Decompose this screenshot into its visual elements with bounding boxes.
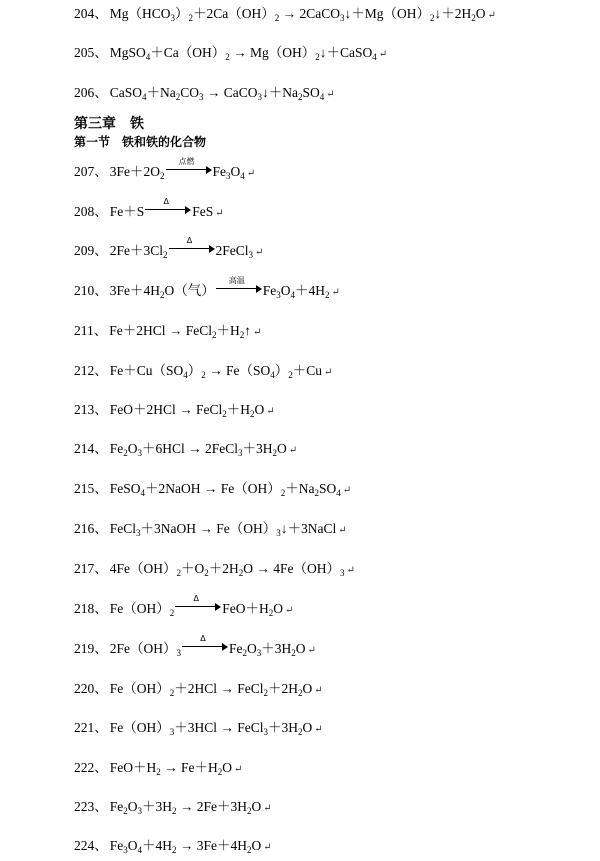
subscript: 2 — [291, 648, 296, 658]
subscript: 2 — [169, 688, 175, 698]
subscript: 2 — [430, 13, 435, 23]
formula-text: Fe＋Cu（SO — [109, 363, 184, 378]
subscript: 4 — [319, 92, 325, 102]
formula-text: O — [273, 601, 283, 616]
formula-text: O — [280, 283, 291, 298]
subscript: 3 — [257, 92, 263, 102]
reaction-arrow — [216, 276, 262, 293]
formula-text: Fe（OH） — [109, 681, 170, 696]
paragraph-mark-icon: ↵ — [215, 208, 224, 219]
formula-text: ＋Cu — [292, 363, 323, 378]
equation-number: 223、 — [74, 799, 108, 814]
formula-text: Fe — [109, 838, 124, 853]
subscript: 3 — [256, 648, 262, 658]
paragraph-mark-icon: ↵ — [338, 525, 347, 536]
formula-text: ＋4H — [142, 838, 172, 853]
reaction-arrow — [145, 197, 191, 214]
equation-line — [74, 760, 242, 778]
subscript: 3 — [276, 528, 281, 538]
arrow-head-icon — [185, 206, 191, 214]
paragraph-mark-icon: ↵ — [314, 724, 323, 735]
subscript: 2 — [315, 52, 320, 62]
reaction-condition: 点燃 — [178, 157, 195, 166]
paragraph-mark-icon: ↵ — [263, 803, 272, 814]
formula-text: ＋2H — [268, 681, 299, 696]
formula-text: ↑ — [244, 323, 252, 338]
formula-text: → Mg（OH） — [229, 45, 316, 60]
subscript: 2 — [250, 409, 255, 419]
equation-number: 213、 — [74, 402, 108, 417]
arrow-head-icon — [206, 166, 212, 174]
formula-text: O — [295, 641, 306, 656]
formula-text: 2Fe＋3Cl — [109, 243, 164, 258]
reaction-arrow — [169, 236, 215, 253]
formula-text: FeO＋H — [222, 601, 269, 616]
subscript: 2 — [242, 648, 247, 658]
subscript: 3 — [248, 250, 254, 260]
equation-line — [74, 363, 332, 381]
subscript: 3 — [170, 13, 176, 23]
formula-text: Fe — [229, 641, 243, 656]
reaction-arrow — [182, 634, 228, 651]
reaction-condition: Δ — [163, 197, 169, 206]
subscript: 2 — [160, 290, 165, 300]
subscript: 3 — [199, 92, 204, 102]
formula-text: 2Fe（OH） — [109, 641, 177, 656]
equation-number: 208、 — [74, 204, 108, 219]
formula-text: O — [127, 838, 138, 853]
formula-text: ） — [175, 6, 189, 21]
subscript: 3 — [238, 448, 243, 458]
formula-text: → CaCO — [203, 85, 258, 100]
subscript: 3 — [123, 845, 128, 855]
formula-text: O — [127, 799, 138, 814]
arrow-shaft — [216, 288, 257, 289]
formula-text: ＋3H — [268, 720, 299, 735]
formula-text: 3Fe＋2O — [109, 164, 160, 179]
subscript: 2 — [288, 370, 293, 380]
formula-text: ＋4H — [295, 283, 325, 298]
reaction-condition: Δ — [200, 634, 206, 643]
subscript: 4 — [372, 52, 377, 62]
paragraph-mark-icon: ↵ — [255, 247, 264, 258]
subscript: 2 — [217, 767, 223, 777]
subscript: 2 — [169, 608, 175, 618]
paragraph-mark-icon: ↵ — [326, 89, 335, 100]
subscript: 3 — [169, 727, 175, 737]
formula-text: O — [222, 760, 232, 775]
subscript: 4 — [290, 290, 295, 300]
formula-text: FeO＋H — [109, 760, 157, 775]
equation-line — [74, 521, 347, 539]
formula-text: ＋3H — [242, 441, 273, 456]
formula-text: O — [251, 799, 262, 814]
formula-text: → 3Fe＋4H — [176, 838, 247, 853]
equation-number: 216、 — [74, 521, 108, 536]
equation-number: 209、 — [74, 243, 108, 258]
reaction-condition: 高温 — [228, 276, 245, 285]
formula-text: O — [302, 681, 313, 696]
paragraph-mark-icon: ↵ — [288, 445, 298, 456]
section-heading: 第一节 铁和铁的化合物 — [74, 135, 207, 149]
arrow-head-icon — [256, 285, 262, 293]
equation-number: 214、 — [74, 441, 108, 456]
paragraph-mark-icon: ↵ — [253, 327, 262, 338]
subscript: 4 — [270, 370, 275, 380]
equation-line — [74, 481, 351, 499]
subscript: 2 — [239, 330, 245, 340]
formula-text: → 2Fe＋3H — [176, 799, 247, 814]
arrow-head-icon — [215, 603, 221, 611]
equation-line — [74, 197, 224, 222]
equation-line — [74, 323, 261, 341]
equation-number: 205、 — [74, 45, 108, 60]
formula-text: FeO＋2HCl → FeCl — [109, 402, 223, 417]
subscript: 2 — [163, 250, 168, 260]
formula-text: 2FeCl — [215, 243, 249, 258]
equation-number: 206、 — [74, 85, 108, 100]
equation-line — [74, 634, 316, 659]
subscript: 3 — [263, 727, 269, 737]
formula-text: FeS — [192, 204, 214, 219]
arrow-shaft — [182, 646, 223, 647]
subscript: 4 — [240, 171, 245, 181]
formula-text: O — [251, 838, 262, 853]
formula-text: Fe — [212, 164, 226, 179]
subscript: 2 — [222, 409, 227, 419]
subscript: 2 — [263, 688, 269, 698]
paragraph-mark-icon: ↵ — [314, 685, 323, 696]
subscript: 4 — [137, 845, 142, 855]
subscript: 2 — [471, 13, 476, 23]
equation-line — [74, 561, 355, 579]
formula-text: O — [302, 720, 313, 735]
subscript: 2 — [274, 13, 280, 23]
subscript: 4 — [140, 488, 146, 498]
paragraph-mark-icon: ↵ — [487, 10, 496, 21]
paragraph-mark-icon: ↵ — [263, 842, 272, 853]
subscript: 2 — [225, 52, 230, 62]
formula-text: ↓＋Mg（OH） — [344, 6, 431, 21]
subscript: 2 — [172, 806, 177, 816]
subscript: 2 — [204, 568, 209, 578]
equation-number: 204、 — [74, 6, 108, 21]
arrow-shaft — [145, 209, 186, 210]
reaction-condition: Δ — [186, 236, 193, 245]
formula-text: ↓＋CaSO — [319, 45, 373, 60]
formula-text: CO — [180, 85, 200, 100]
formula-text: O — [277, 441, 287, 456]
subscript: 2 — [188, 13, 194, 23]
formula-text: FeCl — [109, 521, 137, 536]
equation-line — [74, 276, 340, 301]
subscript: 3 — [137, 806, 142, 816]
equation-number: 210、 — [74, 283, 108, 298]
subscript: 2 — [298, 688, 303, 698]
reaction-arrow — [175, 594, 221, 611]
subscript: 2 — [280, 488, 286, 498]
paragraph-mark-icon: ↵ — [246, 168, 256, 179]
arrow-shaft — [169, 248, 210, 249]
subscript: 3 — [137, 448, 142, 458]
equation-line — [74, 594, 294, 619]
formula-text: ＋3NaOH → Fe（OH） — [140, 521, 277, 536]
formula-text: ＋2HCl → FeCl — [174, 681, 264, 696]
reaction-arrow — [166, 157, 212, 174]
subscript: 2 — [314, 488, 320, 498]
equation-number: 221、 — [74, 720, 108, 735]
formula-text: ） — [274, 363, 289, 378]
equation-line — [74, 6, 496, 24]
subscript: 2 — [212, 330, 217, 340]
subscript: 2 — [160, 171, 165, 181]
paragraph-mark-icon: ↵ — [266, 406, 275, 417]
paragraph-mark-icon: ↵ — [307, 645, 316, 656]
subscript: 2 — [176, 568, 181, 578]
formula-text: O — [475, 6, 486, 21]
arrow-shaft — [175, 606, 216, 607]
subscript: 3 — [176, 648, 181, 658]
equation-number: 212、 — [74, 363, 108, 378]
formula-text: ↓＋3NaCl — [280, 521, 337, 536]
formula-text: ＋2Ca（OH） — [193, 6, 275, 21]
subscript: 2 — [272, 448, 278, 458]
formula-text: SO — [302, 85, 320, 100]
formula-text: Fe＋S — [109, 204, 145, 219]
formula-text: CaSO — [109, 85, 143, 100]
formula-text: ＋3H — [261, 641, 292, 656]
formula-text: ＋Ca（OH） — [150, 45, 226, 60]
formula-text: ＋6HCl → 2FeCl — [142, 441, 239, 456]
subscript: 2 — [247, 845, 252, 855]
subscript: 2 — [156, 767, 161, 777]
formula-text: ＋2H — [208, 561, 239, 576]
subscript: 2 — [325, 290, 330, 300]
formula-text: SO — [319, 481, 337, 496]
formula-text: ） — [187, 363, 202, 378]
equation-line — [74, 441, 297, 459]
subscript: 4 — [145, 52, 151, 62]
paragraph-mark-icon: ↵ — [285, 605, 294, 616]
subscript: 2 — [298, 727, 303, 737]
equation-line — [74, 720, 323, 738]
formula-text: → Fe＋H — [160, 760, 218, 775]
equation-line — [74, 681, 323, 699]
paragraph-mark-icon: ↵ — [324, 367, 333, 378]
formula-text: Mg（HCO — [109, 6, 171, 21]
formula-text: O → 4Fe（OH） — [243, 561, 340, 576]
subscript: 2 — [172, 845, 177, 855]
subscript: 4 — [336, 488, 341, 498]
subscript: 2 — [123, 806, 128, 816]
formula-text: Fe — [109, 441, 124, 456]
subscript: 4 — [142, 92, 147, 102]
formula-text: ＋Na — [285, 481, 315, 496]
equation-line — [74, 157, 256, 182]
formula-text: → 2CaCO — [279, 6, 341, 21]
arrow-head-icon — [209, 245, 215, 253]
subscript: 2 — [268, 608, 274, 618]
equation-line — [74, 838, 272, 856]
equation-line — [74, 85, 335, 103]
formula-text: 3Fe＋4H — [109, 283, 160, 298]
equation-line — [74, 799, 272, 817]
formula-text: Fe — [109, 799, 124, 814]
subscript: 3 — [340, 568, 345, 578]
equation-number: 215、 — [74, 481, 108, 496]
reaction-condition: Δ — [193, 594, 199, 603]
formula-text: O（气） — [164, 283, 215, 298]
formula-text: ＋Na — [146, 85, 176, 100]
paragraph-mark-icon: ↵ — [234, 764, 243, 775]
equation-line — [74, 402, 275, 420]
subscript: 2 — [247, 806, 252, 816]
formula-text: ＋3H — [142, 799, 172, 814]
formula-text: Fe — [262, 283, 277, 298]
formula-text: Fe＋2HCl → FeCl — [109, 323, 213, 338]
formula-text: ↓＋Na — [262, 85, 299, 100]
arrow-shaft — [166, 169, 207, 170]
equation-number: 224、 — [74, 838, 108, 853]
subscript: 3 — [226, 171, 231, 181]
subscript: 2 — [123, 448, 128, 458]
equation-line — [74, 236, 264, 261]
formula-text: 4Fe（OH） — [109, 561, 177, 576]
subscript: 2 — [175, 92, 181, 102]
paragraph-mark-icon: ↵ — [331, 287, 340, 298]
formula-text: Fe（OH） — [109, 601, 170, 616]
subscript: 3 — [136, 528, 141, 538]
arrow-head-icon — [222, 643, 228, 651]
equation-number: 219、 — [74, 641, 108, 656]
formula-text: ＋3HCl → FeCl — [174, 720, 264, 735]
subscript: 2 — [238, 568, 244, 578]
formula-text: ＋H — [216, 323, 240, 338]
equation-number: 222、 — [74, 760, 108, 775]
chapter-heading: 第三章 铁 — [74, 116, 144, 132]
formula-text: ↓＋2H — [434, 6, 472, 21]
equation-number: 218、 — [74, 601, 108, 616]
formula-text: ＋2NaOH → Fe（OH） — [145, 481, 281, 496]
formula-text: O — [230, 164, 241, 179]
paragraph-mark-icon: ↵ — [378, 49, 388, 60]
subscript: 2 — [298, 92, 303, 102]
equation-number: 217、 — [74, 561, 108, 576]
subscript: 3 — [276, 290, 281, 300]
formula-text: Fe（OH） — [109, 720, 170, 735]
formula-text: FeSO — [109, 481, 141, 496]
formula-text: O — [247, 641, 257, 656]
equation-line — [74, 45, 387, 63]
formula-text: MgSO — [109, 45, 146, 60]
equation-number: 220、 — [74, 681, 108, 696]
subscript: 2 — [201, 370, 206, 380]
subscript: 4 — [183, 370, 188, 380]
subscript: 3 — [340, 13, 345, 23]
formula-text: ＋H — [226, 402, 251, 417]
equation-number: 211、 — [74, 323, 108, 338]
paragraph-mark-icon: ↵ — [346, 565, 355, 576]
formula-text: → Fe（SO — [205, 363, 271, 378]
formula-text: O — [127, 441, 138, 456]
equation-number: 207、 — [74, 164, 108, 179]
paragraph-mark-icon: ↵ — [342, 485, 352, 496]
formula-text: ＋O — [181, 561, 205, 576]
formula-text: O — [254, 402, 265, 417]
